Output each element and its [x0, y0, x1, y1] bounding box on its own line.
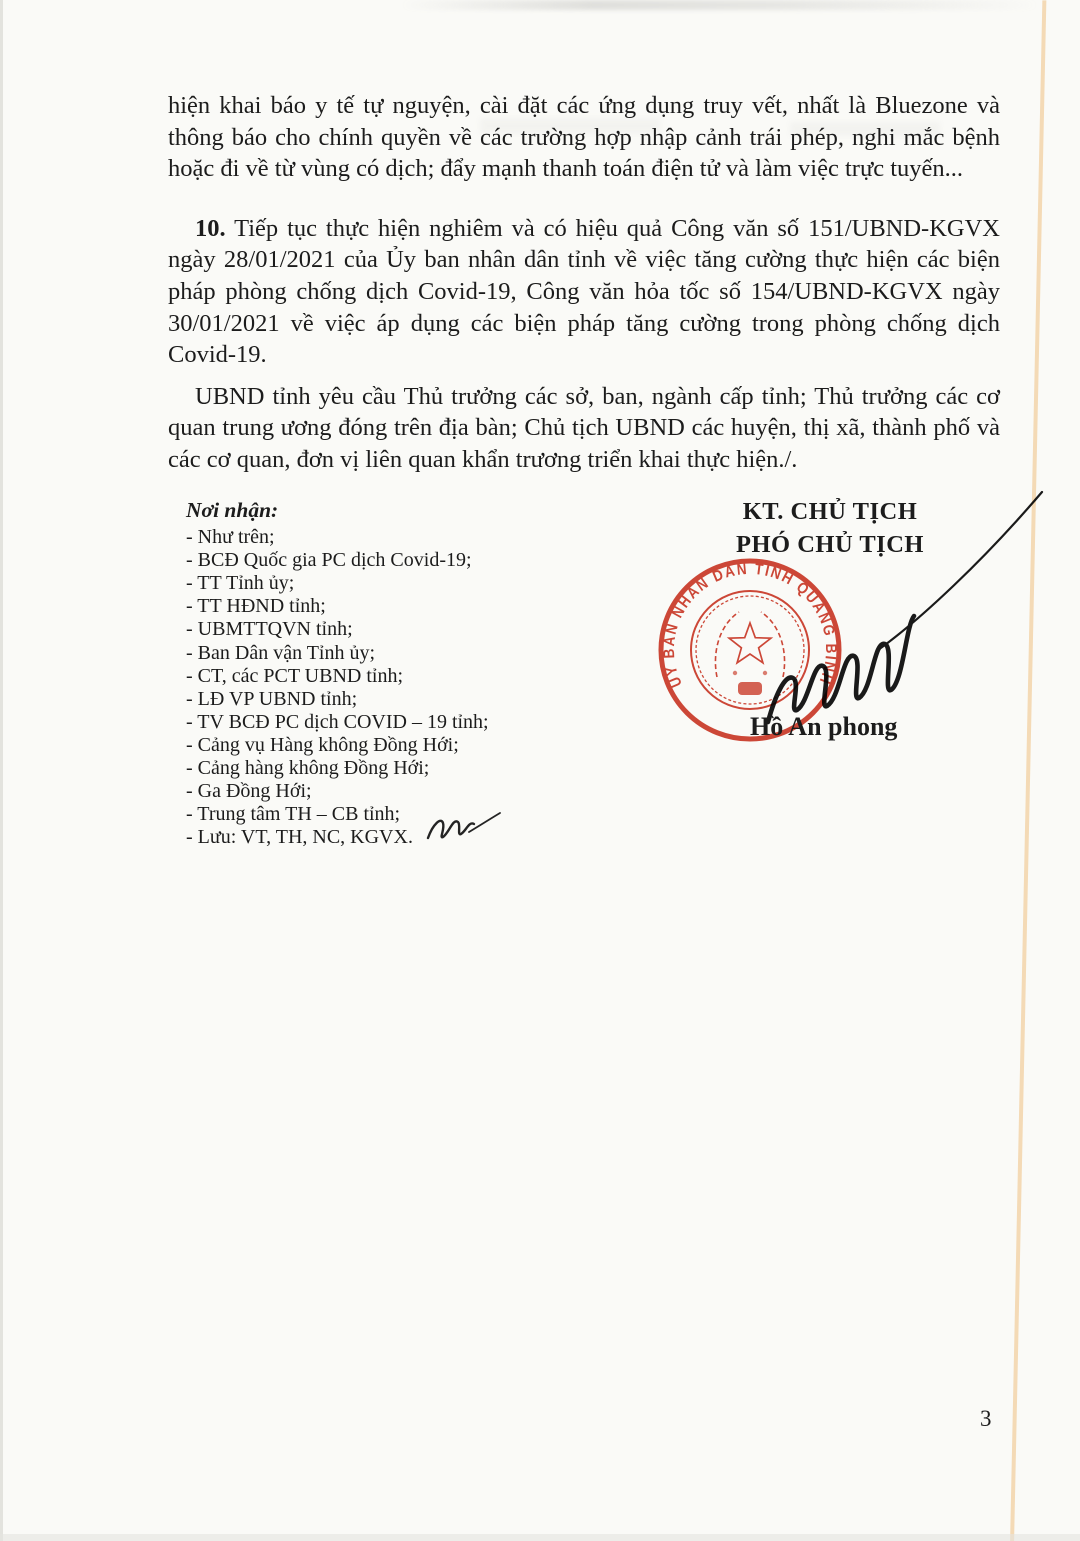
recipient-item: - LĐ VP UBND tỉnh;: [186, 687, 358, 710]
scan-edge-right-line: [1010, 0, 1046, 1541]
recipient-item: - TT Tỉnh ủy;: [186, 572, 295, 595]
recipient-item: - Trung tâm TH – CB tỉnh;: [186, 803, 401, 826]
signer-name: Hồ An phong: [750, 712, 898, 741]
signature-title-line2: PHÓ CHỦ TỊCH: [736, 531, 924, 558]
recipient-item: - BCĐ Quốc gia PC dịch Covid-19;: [186, 549, 472, 572]
scan-edge-left: [0, 0, 3, 1541]
seal-text: ỦY BAN NHÂN DÂN TỈNH QUẢNG BÌNH: [660, 560, 840, 690]
recipient-item: - Ga Đồng Hới;: [186, 780, 312, 803]
recipient-item: - Cảng vụ Hàng không Đồng Hới;: [186, 733, 459, 756]
paragraph-closing: UBND tỉnh yêu cầu Thủ trưởng các sở, ban, ngành cấp tỉnh; Thủ trưởng các cơ quan trung ương đóng trên địa bàn; Chủ tịch UBND các huyện, thị xã, thành phố và các cơ quan, đơn vị liên quan khẩn trương triển khai thực hiện./.: [168, 382, 1000, 473]
recipients-heading: Nơi nhận:: [186, 498, 279, 522]
recipients-block: [186, 499, 656, 849]
handwritten-initials-squiggle: [424, 806, 504, 854]
item-number: 10.: [195, 214, 226, 242]
recipient-item: - Lưu: VT, TH, NC, KGVX.: [186, 826, 413, 849]
paragraph-item-10: [168, 213, 1000, 371]
recipient-item: - Cảng hàng không Đồng Hới;: [186, 757, 430, 780]
item-text: Tiếp tục thực hiện nghiêm và có hiệu quả Công văn số 151/UBND-KGVX ngày 28/01/2021 của Ủy ban nhân dân tỉnh về việc tăng cường thực hiện các biện pháp phòng chống dịch Covid-19, Công văn hỏa tốc số 154/UBND-KGVX ngày 30/01/2021 về việc áp dụng các biện pháp tăng cường trong phòng chống dịch Covid-19.: [168, 214, 1000, 369]
recipient-item: - TT HĐND tỉnh;: [186, 595, 326, 618]
paragraph-continuation: hiện khai báo y tế tự nguyện, cài đặt các ứng dụng truy vết, nhất là Bluezone và thông báo cho chính quyền về các trường hợp nhập cảnh trái phép, nghi mắc bệnh hoặc đi về từ vùng có dịch; đẩy mạnh thanh toán điện tử và làm việc trực tuyến...: [168, 92, 1000, 183]
recipient-item: - Như trên;: [186, 526, 275, 549]
scan-smudge-top: [400, 0, 1040, 10]
recipient-item: - UBMTTQVN tỉnh;: [186, 618, 353, 641]
document-body: [168, 90, 1000, 476]
recipient-item: - CT, các PCT UBND tỉnh;: [186, 664, 404, 687]
page-number: 3: [980, 1406, 992, 1431]
scan-edge-bottom: [0, 1534, 1080, 1541]
recipient-item: - Ban Dân vận Tỉnh ủy;: [186, 641, 376, 664]
recipient-item: - TV BCĐ PC dịch COVID – 19 tỉnh;: [186, 710, 489, 733]
signature-title-line1: KT. CHỦ TỊCH: [742, 498, 918, 525]
